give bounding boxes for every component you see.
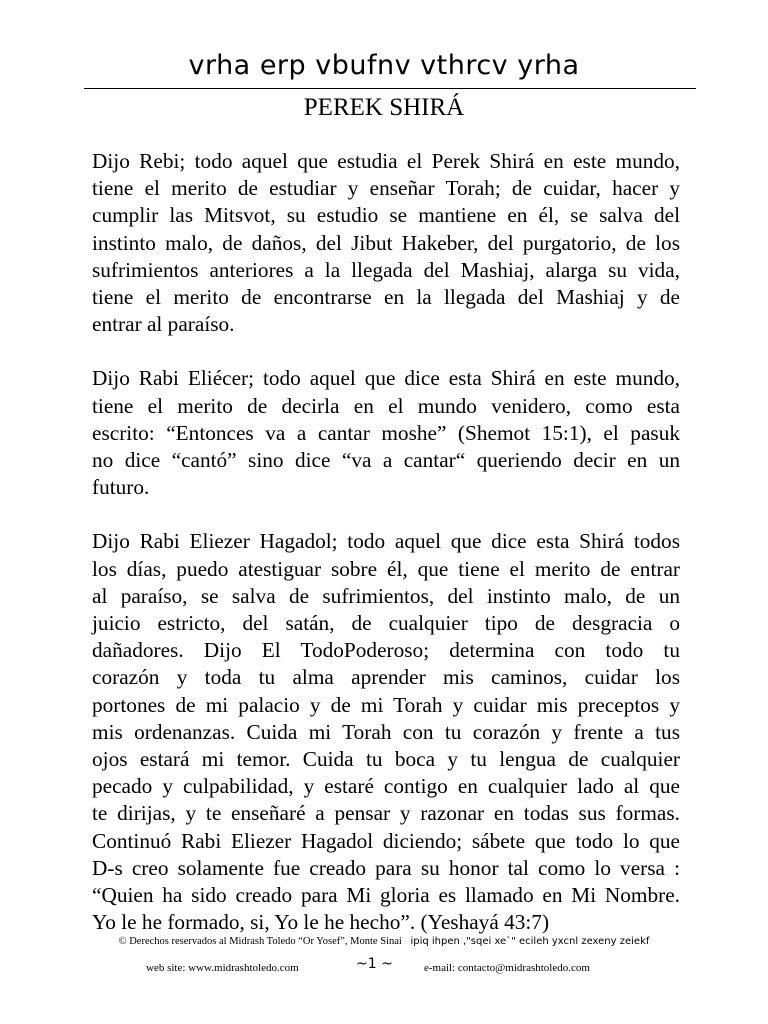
text-line: entrar al paraíso. [92,312,235,337]
text-line: juicio estricto, del satán, de cualquier tipo de desgracia o [92,611,680,636]
document-title: PEREK SHIRÁ [303,94,465,121]
header-divider [84,88,696,89]
text-line: corazón y toda tu alma aprender mis caminos, cuidar los [92,665,680,690]
text-line: D-s creo solamente fue creado para su honor tal como lo versa : [92,855,680,880]
text-line: instinto malo, de daños, del Jibut Hakeber, del purgatorio, de los [92,230,680,255]
text-line: tiene el merito de decirla en el mundo venidero, como esta [92,393,680,418]
text-line: “Quien ha sido creado para Mi gloria es llamado en Mi Nombre. [92,883,680,908]
text-line: te dirijas, y te enseñaré a pensar y razonar en todas sus formas. [92,801,680,826]
paragraph-1 [92,148,680,338]
text-line: cumplir las Mitsvot, su estudio se mantiene en él, se salva del [92,203,680,228]
text-line: sufrimientos anteriores a la llegada del Mashiaj, alarga su vida, [92,257,680,282]
text-line: ojos estará mi temor. Cuida tu boca y tu lengua de cualquier [92,747,680,772]
page-number: ~1 ~ [356,956,393,972]
text-line: pecado y culpabilidad, y estaré contigo en cualquier lado al que [92,774,680,799]
text-line: Dijo Rebi; todo aquel que estudia el Perek Shirá en este mundo, [92,149,680,173]
footer-website: web site: www.midrashtoledo.com [146,962,299,974]
text-line: Dijo Rabi Eliezer Hagadol; todo aquel que dice esta Shirá todos [92,529,680,554]
text-line: Dijo Rabi Eliécer; todo aquel que dice esta Shirá en este mundo, [92,366,680,391]
copyright-text: © Derechos reservados al Midrash Toledo “Or Yosef”, Monte Sinai [118,936,402,947]
text-line: portones de mi palacio y de mi Torah y cuidar mis preceptos y [92,692,680,717]
copyright-hebrew-note: ipiq ihpen ,"sqei xe`" ecileh yxcnl zexeny zeiekf [410,936,650,947]
footer-copyright [0,936,768,947]
footer-email: e-mail: contacto@midrashtoledo.com [424,962,590,974]
text-line: tiene el merito de estudiar y enseñar Torah; de cuidar, hacer y [92,176,680,201]
paragraph-2 [92,365,680,501]
text-line: mis ordenanzas. Cuida mi Torah con tu corazón y frente a tus [92,719,680,744]
document-body [92,148,680,936]
text-line: futuro. [92,475,150,500]
hebrew-header-title: vrha erp vbufnv vthrcv yrha [188,50,580,81]
text-line: escrito: “Entonces va a cantar moshe” (Shemot 15:1), el pasuk [92,420,680,445]
text-line: al paraíso, se salva de sufrimientos, del instinto malo, de un [92,583,680,608]
text-line: Yo le he formado, si, Yo le he hecho”. (Yeshayá 43:7) [92,910,550,935]
text-line: dañadores. Dijo El TodoPoderoso; determina con todo tu [92,638,680,663]
text-line: no dice “cantó” sino dice “va a cantar“ queriendo decir en un [92,448,680,473]
paragraph-3 [92,528,680,936]
text-line: los días, puedo atestiguar sobre él, que tiene el merito de entrar [92,556,680,581]
text-line: tiene el merito de encontrarse en la llegada del Mashiaj y de [92,285,680,310]
text-line: Continuó Rabi Eliezer Hagadol diciendo; sábete que todo lo que [92,828,680,853]
